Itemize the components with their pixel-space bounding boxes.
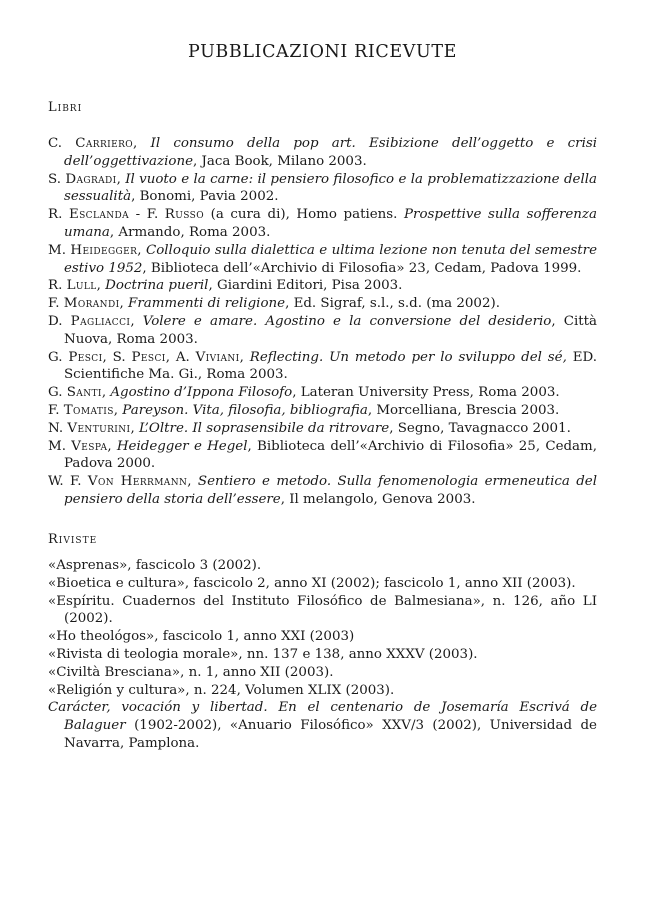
book-title: Volere e amare. Agostino e la conversione del desiderio (142, 313, 552, 329)
author-name: Russo (164, 207, 205, 223)
author-initial: G. (48, 349, 69, 365)
book-entry (48, 171, 597, 207)
author-name: Pesci (68, 349, 103, 365)
separator: , (107, 438, 117, 454)
author-initial: S. (48, 171, 66, 187)
journal-entry: «Rivista di teologia morale», nn. 137 e 138, anno XXXV (2003). (48, 646, 478, 662)
publication-details: , Lateran University Press, Roma 2003. (292, 385, 560, 401)
book-title: Agostino d’Ippona Filosofo (110, 385, 293, 401)
book-entry (48, 384, 597, 402)
publication-details: ED. Scientifiche Ma. Gi., Roma 2003. (64, 349, 598, 383)
separator: , (113, 402, 123, 418)
book-title: Reflecting. Un metodo per lo sviluppo del sé, (249, 349, 567, 365)
book-title: Prospettive sulla sofferenza umana (64, 207, 597, 240)
publication-details: , Ed. Sigraf, s.l., s.d. (ma 2002). (285, 296, 500, 312)
author-initial: N. (48, 420, 68, 436)
journal-entry: «Bioetica e cultura», fascicolo 2, anno XI (2002); fascicolo 1, anno XII (2003). (48, 575, 576, 591)
author-name: Dagradi (65, 171, 117, 187)
journal-entry: «Espíritu. Cuadernos del Instituto Filosófico de Balmesiana», n. 126, año LI (2002). (48, 593, 597, 627)
book-entry (48, 295, 597, 313)
author-separator: , S. (102, 349, 132, 365)
book-entry (48, 420, 597, 438)
separator: , (119, 296, 129, 312)
publication-details: , Morcelliana, Brescia 2003. (367, 402, 560, 418)
publication-details: , Il melangolo, Genova 2003. (280, 491, 476, 507)
journal-entry (48, 699, 597, 752)
journal-entry: «Civiltà Bresciana», n. 1, anno XII (2003). (48, 664, 334, 680)
author-name: Lull (66, 278, 97, 294)
separator: , (116, 171, 126, 187)
separator: , (137, 242, 146, 258)
author-initial: G. (48, 385, 67, 401)
author-name: Morandi (63, 296, 120, 312)
author-initial: R. (48, 278, 67, 294)
author-name: Carriero (75, 136, 134, 151)
editor-note: (a cura di), Homo patiens. (204, 207, 405, 223)
book-entry (48, 402, 597, 420)
publication-details: , Bonomi, Pavia 2002. (131, 189, 279, 205)
book-entry (48, 206, 597, 242)
book-entry (48, 473, 597, 509)
author-name: Venturini (67, 420, 131, 436)
book-entry (48, 349, 597, 385)
journal-details: (1902-2002), «Anuario Filosófico» XXV/3 (2002), Universidad de Navarra, Pamplona. (64, 718, 597, 751)
author-name: Von Herrmann (87, 474, 188, 490)
book-entry (48, 242, 597, 278)
separator: , (130, 420, 139, 436)
author-name: Vespa (71, 438, 108, 454)
separator: , (239, 349, 250, 365)
book-title: Colloquio sulla dialettica e ultima lezione non tenuta del semestre estivo 1952 (64, 242, 597, 276)
book-title: Il consumo della pop art. Esibizione dell’oggetto e crisi dell’oggettivazione (64, 136, 598, 169)
book-title: Il vuoto e la carne: il pensiero filosofico e la problematizzazione della sessualità (64, 171, 597, 205)
author-initial: M. (48, 438, 72, 454)
publication-details: , Armando, Roma 2003. (109, 224, 271, 240)
author-initial: C. (48, 136, 76, 151)
author-name: Viviani (195, 349, 240, 365)
book-title: Heidegger e Hegel (116, 438, 248, 454)
page-title: PUBBLICAZIONI RICEVUTE (188, 42, 457, 62)
book-title: Frammenti di religione (128, 296, 286, 312)
book-entry (48, 438, 597, 474)
book-list (48, 135, 597, 509)
book-entry (48, 135, 597, 171)
journal-entry: «Asprenas», fascicolo 3 (2002). (48, 558, 262, 573)
book-entry (48, 277, 597, 295)
book-entry (48, 313, 597, 349)
publication-details: , Giardini Editori, Pisa 2003. (208, 278, 403, 294)
publication-details: , Biblioteca dell’«Archivio di Filosofia» 23, Cedam, Padova 1999. (142, 260, 582, 276)
author-initial: M. (48, 242, 71, 258)
section-heading-libri: Libri (48, 100, 83, 115)
journal-title: Carácter, vocación y libertad. En el centenario de Josemaría Escrivá de Balaguer (48, 700, 597, 734)
author-name: Heidegger (70, 242, 138, 258)
separator: , (133, 136, 151, 151)
author-initial: W. F. (48, 474, 88, 490)
separator: , (96, 278, 106, 294)
separator: , (130, 313, 143, 329)
author-initial: F. (48, 296, 64, 312)
publication-details: , Jaca Book, Milano 2003. (193, 153, 367, 169)
journal-entry: «Religión y cultura», n. 224, Volumen XLIX (2003). (48, 682, 395, 698)
publication-details: , Biblioteca dell’«Archivio di Filosofia» 25, Cedam, Padova 2000. (64, 438, 597, 472)
section-heading-riviste: Riviste (48, 532, 98, 547)
publication-details: , Segno, Tavagnacco 2001. (389, 420, 571, 436)
book-title: Sentiero e metodo. Sulla fenomenologia ermeneutica del pensiero della storia dell’essere (64, 474, 598, 507)
author-initial: F. (48, 402, 64, 418)
author-name: Tomatis (63, 402, 114, 418)
separator: , (187, 474, 198, 490)
author-separator: - F. (129, 207, 165, 223)
separator: , (101, 385, 111, 401)
author-initial: R. (48, 207, 69, 223)
author-separator: , A. (165, 349, 196, 365)
book-title: Pareyson. Vita, filosofia, bibliografia (122, 402, 368, 418)
author-name: Pesci (131, 349, 166, 365)
author-name: Esclanda (68, 207, 130, 223)
author-initial: D. (48, 313, 71, 329)
book-title: L’Oltre. Il soprasensibile da ritrovare (138, 420, 390, 436)
author-name: Pagliacci (70, 313, 131, 329)
journal-entry: «Ho theológos», fascicolo 1, anno XXI (2003) (48, 629, 355, 645)
journal-list (48, 557, 597, 753)
author-name: Santi (66, 385, 102, 401)
publication-details: , Città Nuova, Roma 2003. (64, 313, 598, 347)
book-title: Doctrina pueril (105, 278, 209, 294)
